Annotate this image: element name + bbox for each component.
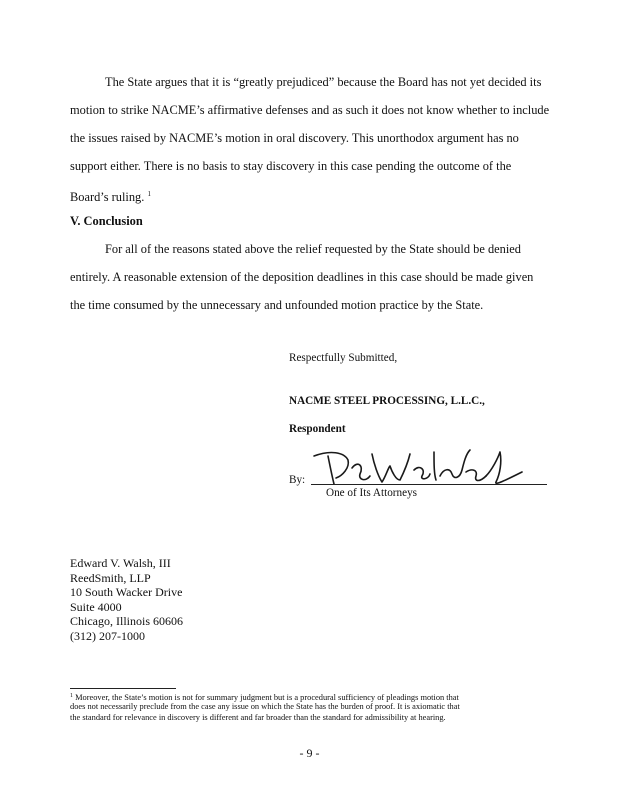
footnote-text: Moreover, the State’s motion is not for summary judgment but is a procedural sufficiency of pleadings motion that: [75, 693, 459, 702]
body-line: entirely. A reasonable extension of the deposition deadlines in this case should be made given: [70, 270, 534, 284]
footnote-reference: 1: [147, 190, 151, 198]
footnote-line: does not necessarily preclude from the case any issue on which the State has the burden of proof. It is axiomatic that: [70, 702, 460, 711]
address-line: 10 South Wacker Drive: [70, 585, 183, 600]
address-line: Suite 4000: [70, 599, 122, 614]
address-line: Edward V. Walsh, III: [70, 556, 171, 570]
body-line-with-footnote: [70, 187, 151, 204]
attorney-address: [70, 556, 183, 644]
address-line: Chicago, Illinois 60606: [70, 614, 183, 629]
signature-line: [311, 484, 547, 485]
signature-caption: One of Its Attorneys: [326, 487, 418, 499]
respondent-label: Respondent: [289, 423, 346, 435]
body-line: the issues raised by NACME’s motion in oral discovery. This unorthodox argument has no: [70, 131, 519, 145]
address-line: (312) 207-1000: [70, 628, 145, 643]
company-name: NACME STEEL PROCESSING, L.L.C.,: [289, 395, 485, 407]
address-line: ReedSmith, LLP: [70, 570, 151, 585]
by-label: By:: [289, 474, 306, 486]
section-heading: V. Conclusion: [70, 214, 143, 228]
body-line: the time consumed by the unnecessary and unfounded motion practice by the State.: [70, 298, 484, 312]
body-line: support either. There is no basis to stay discovery in this case pending the outcome of the: [70, 159, 512, 173]
footnote-marker: 1: [70, 693, 73, 699]
closing: Respectfully Submitted,: [289, 352, 398, 364]
body-line: The State argues that it is “greatly prejudiced” because the Board has not yet decided its: [105, 75, 542, 89]
body-line: For all of the reasons stated above the relief requested by the State should be denied: [105, 242, 521, 256]
body-line: Board’s ruling.: [70, 190, 145, 205]
footnote-separator: [70, 688, 176, 689]
page-number: - 9 -: [299, 746, 320, 760]
body-line: motion to strike NACME’s affirmative defenses and as such it does not know whether to include: [70, 103, 550, 117]
footnote-line: the standard for relevance in discovery is different and far broader than the standard for admissibility at hearing.: [70, 713, 446, 722]
